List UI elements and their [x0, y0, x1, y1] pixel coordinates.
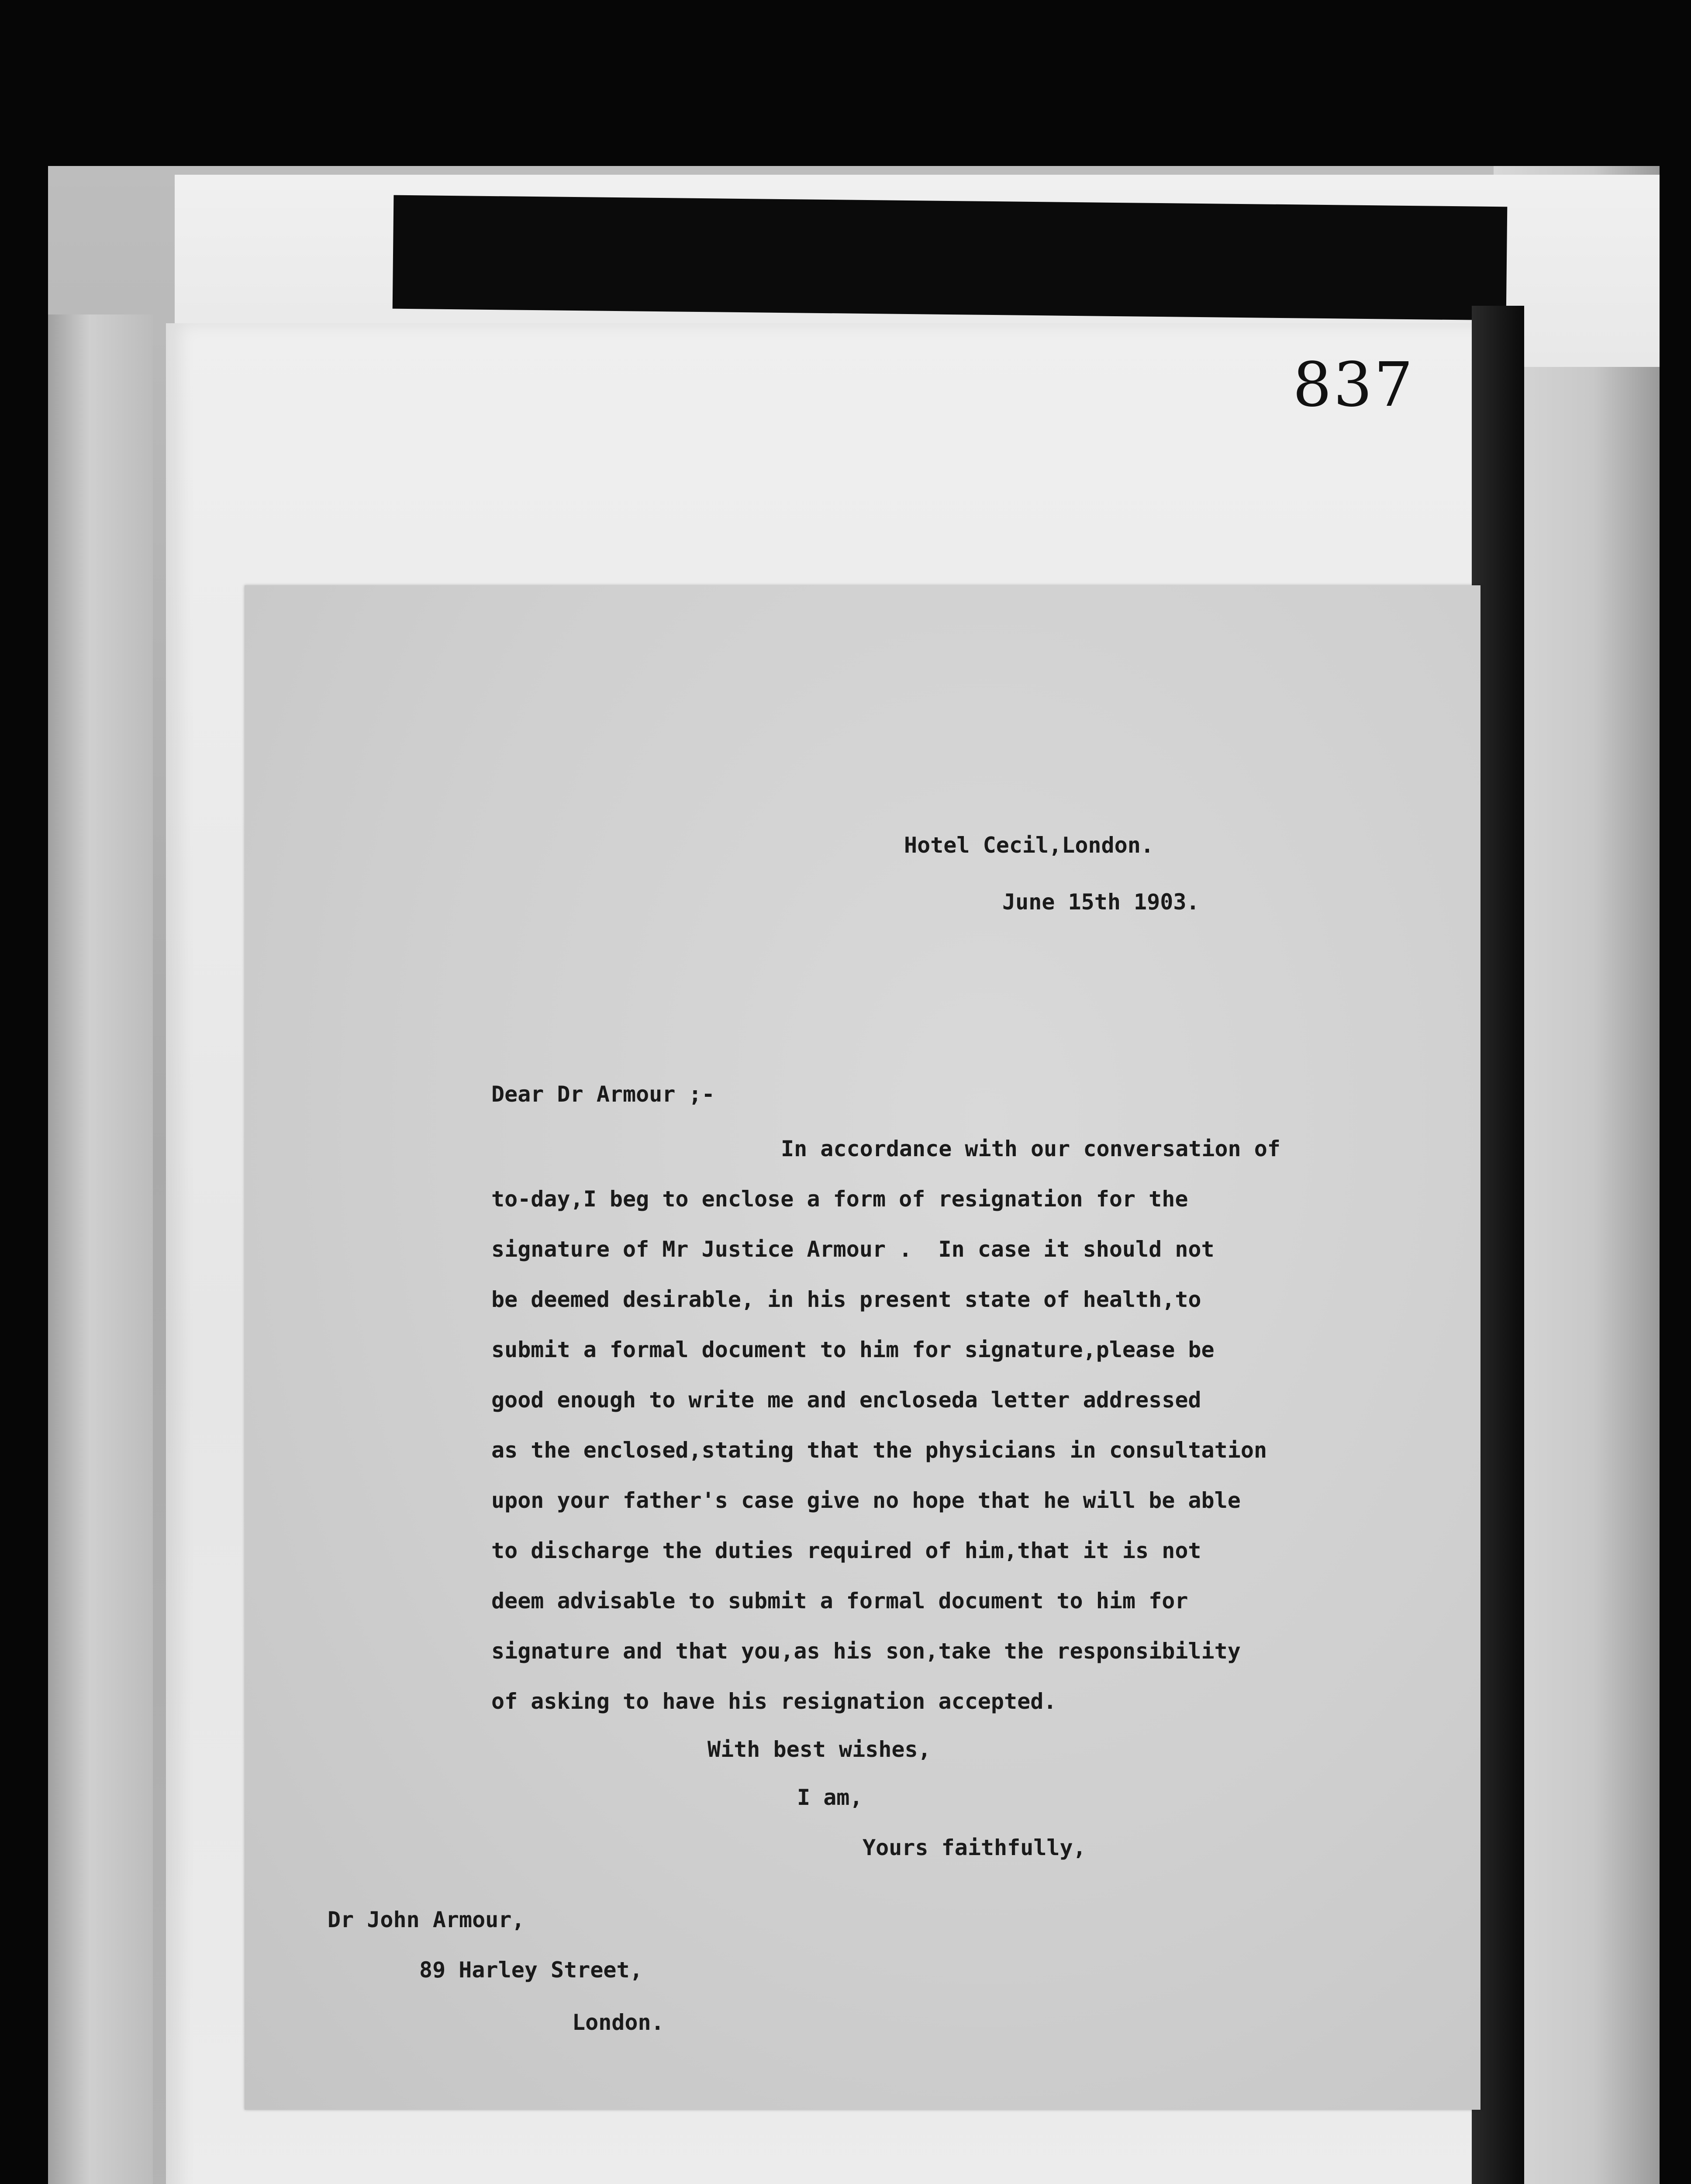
recipient-name: Dr John Armour, [328, 1907, 525, 1932]
recipient-street: 89 Harley Street, [419, 1957, 643, 1983]
sender-address: Hotel Cecil,London. [904, 833, 1154, 858]
body-line: to discharge the duties required of him,that it is not [491, 1538, 1201, 1563]
body-line: signature of Mr Justice Armour . In case it should not [491, 1237, 1215, 1262]
body-line: good enough to write me and encloseda letter addressed [491, 1387, 1201, 1413]
left-page-strip [48, 314, 153, 2184]
folio-number: 837 [1293, 349, 1415, 421]
body-line: to-day,I beg to enclose a form of resignation for the [491, 1186, 1188, 1212]
body-line: as the enclosed,stating that the physicians in consultation [491, 1438, 1267, 1463]
closing-wishes: With best wishes, [707, 1737, 931, 1762]
salutation: Dear Dr Armour ;- [491, 1082, 715, 1107]
folder-spine-shadow [393, 195, 1508, 321]
body-line: deem advisable to submit a formal document to him for [491, 1588, 1188, 1614]
body-line: be deemed desirable, in his present state of health,to [491, 1287, 1201, 1312]
closing-yours-faithfully: Yours faithfully, [863, 1835, 1086, 1860]
closing-i-am: I am, [797, 1785, 863, 1810]
body-line: signature and that you,as his son,take the responsibility [491, 1638, 1241, 1664]
letter-date: June 15th 1903. [1002, 889, 1200, 915]
body-line: upon your father's case give no hope that he will be able [491, 1488, 1241, 1513]
letter-sheet [245, 585, 1480, 2110]
body-line: submit a formal document to him for signature,please be [491, 1337, 1215, 1362]
body-line: In accordance with our conversation of [781, 1136, 1280, 1161]
recipient-city: London. [572, 2010, 664, 2035]
body-line: of asking to have his resignation accepted. [491, 1689, 1057, 1714]
